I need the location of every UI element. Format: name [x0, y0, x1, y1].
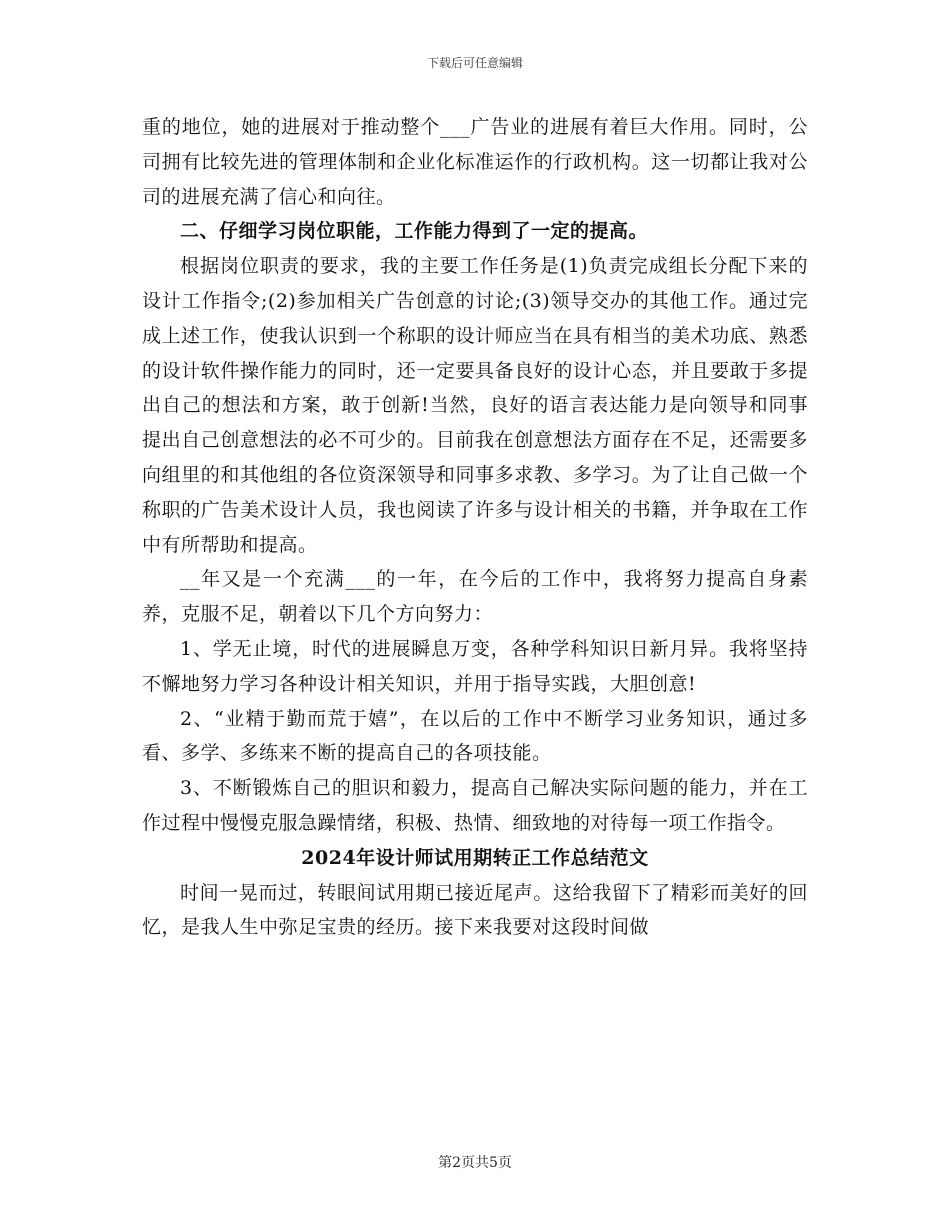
paragraph-duties: 根据岗位职责的要求，我的主要工作任务是(1)负责完成组长分配下来的设计工作指令;(2)参加相关广告创意的讨论;(3)领导交办的其他工作。通过完成上述工作，使我认识到一个称职的设计师应当在具有相当的美术功底、熟悉的设计软件操作能力的同时，还一定要具备良好的设计心态，并且要敢于多提出自己的想法和方案，敢于创新!当然，良好的语言表达能力是向领导和同事提出自己创意想法的必不可少的。目前我在创意想法方面存在不足，还需要多向组里的和其他组的各位资深领导和同事多求教、多学习。为了让自己做一个称职的广告美术设计人员，我也阅读了许多与设计相关的书籍，并争取在工作中有所帮助和提高。 — [142, 255, 808, 556]
section-heading-2: 二、仔细学习岗位职能，工作能力得到了一定的提高。 — [180, 220, 649, 243]
article-title: 2024年设计师试用期转正工作总结范文 — [301, 846, 649, 869]
paragraph-continued: 重的地位，她的进展对于推动整个___广告业的进展有着巨大作用。同时，公司拥有比较先进的管理体制和企业化标准运作的行政机构。这一切都让我对公司的进展充满了信心和向往。 — [142, 116, 808, 208]
list-item-1: 1、学无止境，时代的进展瞬息万变，各种学科知识日新月异。我将坚持不懈地努力学习各种设计相关知识，并用于指导实践，大胆创意! — [142, 637, 808, 695]
document-body — [142, 110, 808, 945]
page-footer: 第2页共5页 — [438, 1155, 512, 1171]
paragraph-outlook: __年又是一个充满___的一年，在今后的工作中，我将努力提高自身素养，克服不足，朝着以下几个方向努力： — [142, 568, 808, 626]
list-item-3: 3、不断锻炼自己的胆识和毅力，提高自己解决实际问题的能力，并在工作过程中慢慢克服急躁情绪，积极、热情、细致地的对待每一项工作指令。 — [142, 777, 808, 834]
list-item-2: 2、“业精于勤而荒于嬉”，在以后的工作中不断学习业务知识，通过多看、多学、多练来不断的提高自己的各项技能。 — [142, 707, 808, 765]
paragraph-intro: 时间一晃而过，转眼间试用期已接近尾声。这给我留下了精彩而美好的回忆，是我人生中弥足宝贵的经历。接下来我要对这段时间做 — [142, 881, 808, 939]
page-header: 下载后可任意编辑 — [426, 56, 523, 70]
